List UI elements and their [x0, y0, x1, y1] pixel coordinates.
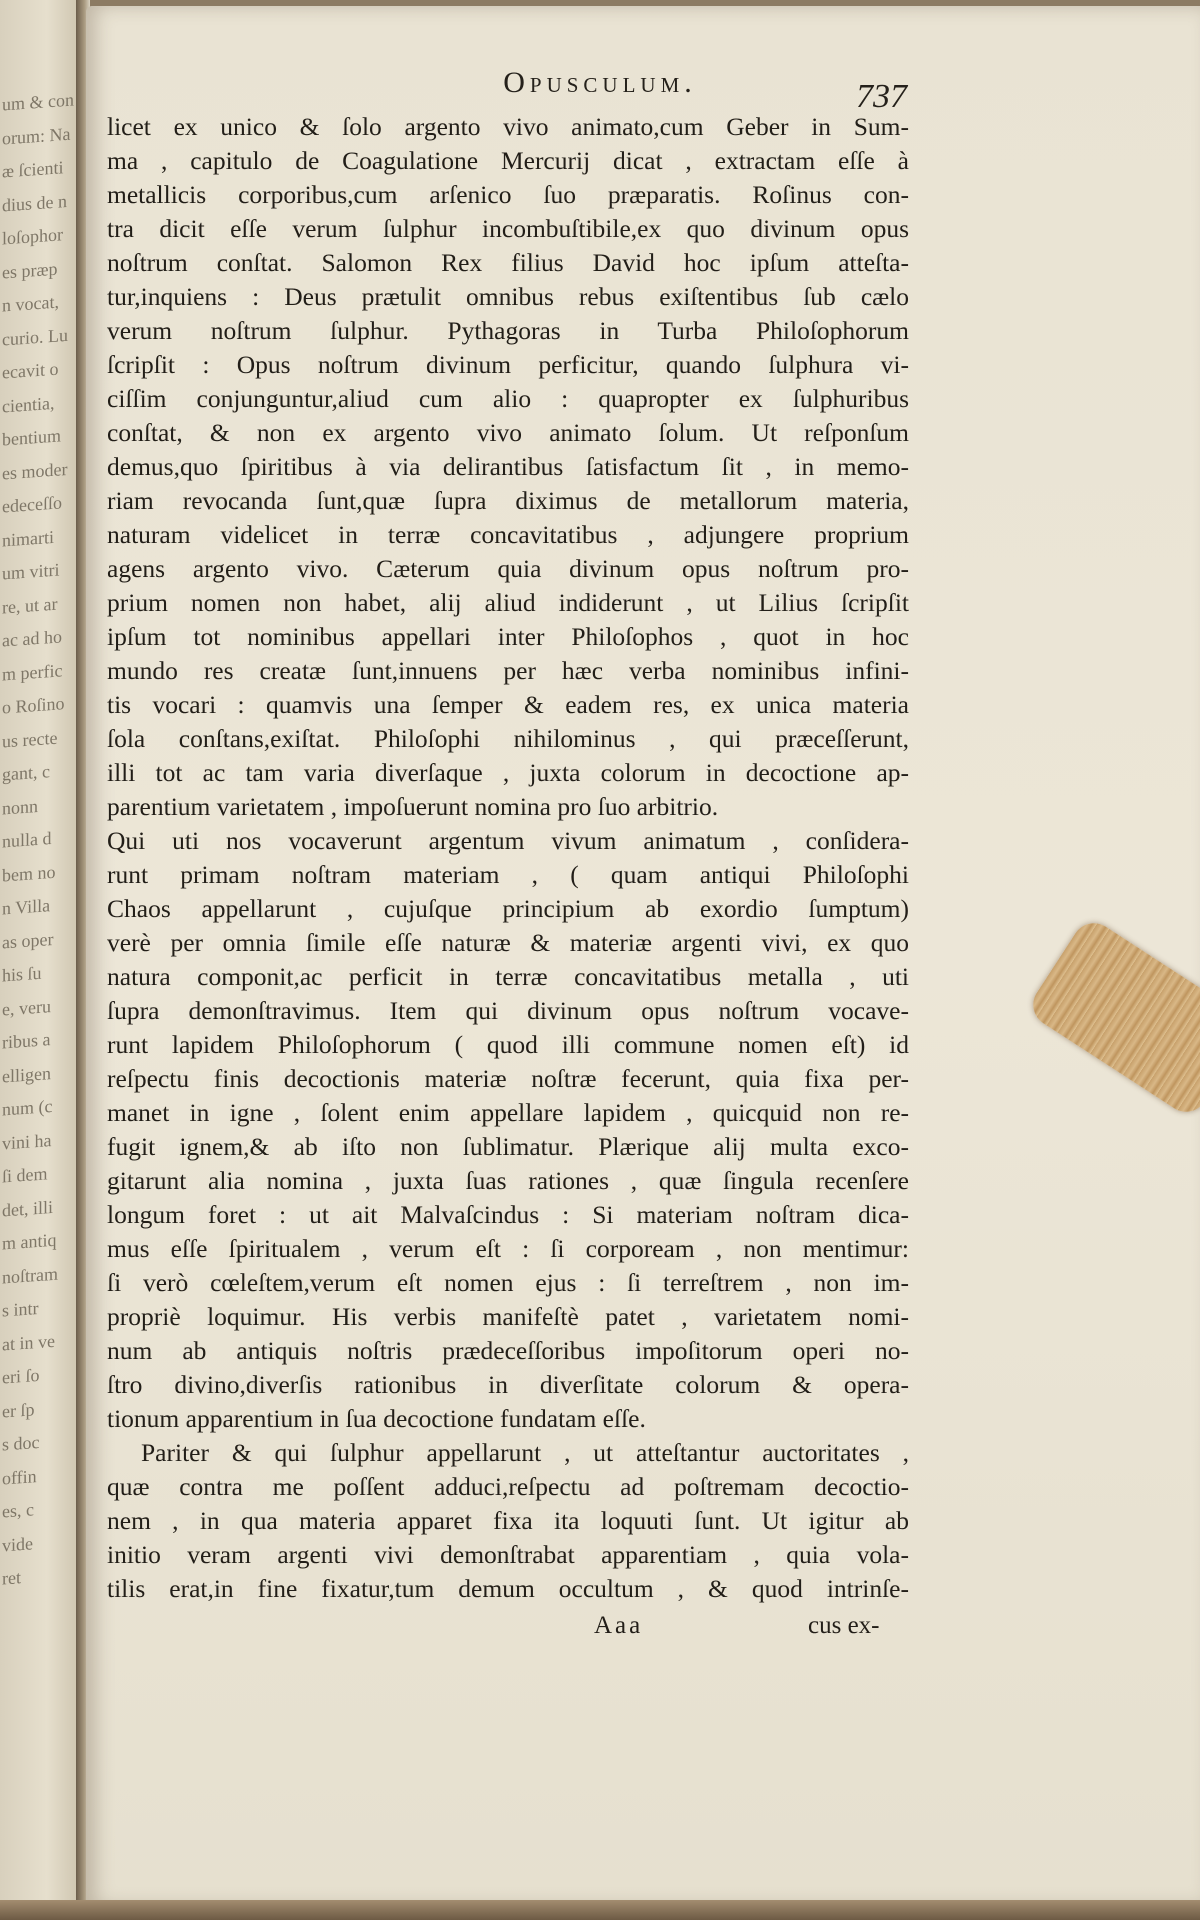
- text-line: mus eſſe ſpiritualem , verum eſt : ſi corpoream , non mentimur:: [107, 1234, 909, 1263]
- text-line: tionum apparentium in ſua decoctione fundatam eſſe.: [107, 1404, 646, 1433]
- text-line: num ab antiquis noſtris prædeceſſoribus impoſitorum operi no-: [107, 1336, 909, 1365]
- left-page-fragment: num (c: [2, 1095, 53, 1120]
- left-page-fragment: um vitri: [2, 559, 60, 584]
- text-line: quæ contra me poſſent adduci,reſpectu ad poſtremam decoctio-: [107, 1472, 909, 1501]
- text-line: ciſſim conjunguntur,aliud cum alio : quapropter ex ſulphuribus: [107, 384, 909, 413]
- left-page-fragment: his ſu: [2, 962, 42, 986]
- text-line: ſi verò cœleſtem,verum eſt nomen ejus : ſi terreſtrem , non im-: [107, 1268, 909, 1297]
- catchword: cus ex-: [808, 1612, 880, 1639]
- text-line: natura componit,ac perficit in terræ concavitatibus metalla , uti: [107, 962, 909, 991]
- text-line: ſtro divino,diverſis rationibus in diverſitate colorum & opera-: [107, 1370, 909, 1399]
- left-page-fragment: o Roſino: [2, 693, 65, 718]
- text-line: Chaos appellarunt , cujuſque principium ab exordio ſumptum): [107, 894, 909, 923]
- left-page-fragment: us recte: [2, 727, 58, 752]
- left-page-edge: [0, 0, 80, 1920]
- text-line: runt lapidem Philoſophorum ( quod illi commune nomen eſt) id: [107, 1030, 909, 1059]
- text-line: prium nomen non habet, alij aliud indiderunt , ut Lilius ſcripſit: [107, 588, 909, 617]
- text-line: metallicis corporibus,cum arſenico ſuo præparatis. Roſinus con-: [107, 180, 909, 209]
- text-line: Qui uti nos vocaverunt argentum vivum animatum , conſidera-: [107, 826, 909, 855]
- text-line: agens argento vivo. Cæterum quia divinum opus noſtrum pro-: [107, 554, 909, 583]
- left-page-fragment: ribus a: [2, 1029, 51, 1053]
- text-line: runt primam noſtram materiam , ( quam antiqui Philoſophi: [107, 860, 909, 889]
- left-page-fragment: um & con: [2, 89, 74, 115]
- text-line: ma , capitulo de Coagulatione Mercurij dicat , extractam eſſe à: [107, 146, 909, 175]
- left-page-fragment: cientia,: [2, 392, 55, 417]
- left-page-fragment: vini ha: [2, 1129, 52, 1154]
- text-line: noſtrum conſtat. Salomon Rex filius David hoc ipſum atteſta-: [107, 248, 909, 277]
- text-line: fugit ignem,& ab iſto non ſublimatur. Plærique alij multa exco-: [107, 1132, 909, 1161]
- left-page-fragment: m perfic: [2, 659, 63, 685]
- left-page-fragment: gant, c: [2, 761, 50, 785]
- left-page-fragment: loſophor: [2, 224, 63, 249]
- left-page-fragment: ſi dem: [2, 1163, 48, 1187]
- text-line: demus,quo ſpiritibus à via delirantibus ſatisfactum ſit , in memo-: [107, 452, 909, 481]
- left-page-fragment: ecavit o: [2, 358, 59, 383]
- text-line: initio veram argenti vivi demonſtrabat apparentiam , quia vola-: [107, 1540, 909, 1569]
- text-line: manet in igne , ſolent enim appellare lapidem , quicquid non re-: [107, 1098, 909, 1127]
- left-page-fragment: edeceſſo: [2, 492, 62, 517]
- left-page-fragment: n Villa: [2, 895, 51, 919]
- left-page-fragment: bentium: [2, 425, 61, 450]
- signature-mark: Aaa: [594, 1612, 644, 1639]
- text-line: mundo res creatæ ſunt,innuens per hæc verba nominibus infini-: [107, 656, 909, 685]
- left-page-fragment: s doc: [2, 1431, 40, 1455]
- text-line: tur,inquiens : Deus prætulit omnibus rebus exiſtentibus ſub cælo: [107, 282, 909, 311]
- left-page-fragment: re, ut ar: [2, 593, 58, 618]
- left-page-fragment: m antiq: [2, 1229, 57, 1254]
- text-line: ſupra demonſtravimus. Item qui divinum opus noſtrum vocave-: [107, 996, 909, 1025]
- left-page-fragment: ac ad ho: [2, 626, 62, 651]
- left-page-fragment: at in ve: [2, 1330, 55, 1355]
- text-line: riam revocanda ſunt,quæ ſupra diximus de metallorum materia,: [107, 486, 909, 515]
- left-page-fragment: es moder: [2, 458, 68, 484]
- left-page-fragment: offin: [2, 1465, 37, 1489]
- text-line: verè per omnia ſimile eſſe naturæ & materiæ argenti vivi, ex quo: [107, 928, 909, 957]
- left-page-fragment: as oper: [2, 928, 54, 953]
- text-line: conſtat, & non ex argento vivo animato ſolum. Ut reſponſum: [107, 418, 909, 447]
- left-page-fragment: es, c: [2, 1499, 34, 1522]
- text-line: longum foret : ut ait Malvaſcindus : Si materiam noſtram dica-: [107, 1200, 909, 1229]
- body-text: [107, 110, 909, 1606]
- left-page-fragment: er ſp: [2, 1398, 35, 1422]
- left-page-fragment: noſtram: [2, 1263, 58, 1288]
- text-line: ſola conſtans,exiſtat. Philoſophi nihilominus , qui præceſſerunt,: [107, 724, 909, 753]
- left-page-fragment: eri ſo: [2, 1364, 40, 1388]
- left-page-fragment: det, illi: [2, 1196, 53, 1221]
- text-line: tilis erat,in fine fixatur,tum demum occultum , & quod intrinſe-: [107, 1574, 909, 1603]
- text-line: nem , in qua materia apparet fixa ita loquuti ſunt. Ut igitur ab: [107, 1506, 909, 1535]
- text-line: licet ex unico & ſolo argento vivo animato,cum Geber in Sum-: [107, 112, 909, 141]
- left-page-fragment: n vocat,: [2, 291, 59, 316]
- text-line: ſcripſit : Opus noſtrum divinum perficitur, quando ſulphura vi-: [107, 350, 909, 379]
- text-line: propriè loquimur. His verbis manifeſtè patet , varietatem nomi-: [107, 1302, 909, 1331]
- page-bottom-edge: [0, 1900, 1200, 1920]
- left-page-fragment: ret: [2, 1567, 21, 1589]
- text-line: naturam videlicet in terræ concavitatibus , adjungere proprium: [107, 520, 909, 549]
- left-page-fragment: curio. Lu: [2, 324, 68, 350]
- left-page-fragment: dius de n: [2, 190, 67, 216]
- left-page-fragment: nonn: [2, 795, 38, 819]
- left-page-fragment: nimarti: [2, 526, 54, 551]
- text-line: verum noſtrum ſulphur. Pythagoras in Turba Philoſophorum: [107, 316, 909, 345]
- text-line: tis vocari : quamvis una ſemper & eadem res, ex unica materia: [107, 690, 909, 719]
- text-line: tra dicit eſſe verum ſulphur incombuſtibile,ex quo divinum opus: [107, 214, 909, 243]
- text-line: ipſum tot nominibus appellari inter Philoſophos , quot in hoc: [107, 622, 909, 651]
- text-line: gitarunt alia nomina , juxta ſuas rationes , quæ ſingula recenſere: [107, 1166, 909, 1195]
- text-line: parentium varietatem , impoſuerunt nomina pro ſuo arbitrio.: [107, 792, 719, 821]
- page-number: 737: [856, 78, 907, 115]
- left-page-fragment: es præp: [2, 258, 58, 283]
- left-page-fragment: vide: [2, 1532, 33, 1556]
- left-page-fragment: bem no: [2, 861, 56, 886]
- left-page-fragment: æ ſcienti: [2, 157, 64, 182]
- text-line: Pariter & qui ſulphur appellarunt , ut atteſtantur auctoritates ,: [141, 1438, 909, 1467]
- left-page-fragment: s intr: [2, 1297, 39, 1321]
- running-head: Opusculum.: [503, 66, 697, 99]
- left-page-fragment: e, veru: [2, 995, 51, 1020]
- text-line: illi tot ac tam varia diverſaque , juxta colorum in decoctione ap-: [107, 758, 909, 787]
- left-page-fragment: elligen: [2, 1062, 51, 1087]
- left-page-fragment: nulla d: [2, 828, 52, 852]
- left-page-fragment: orum: Na: [2, 123, 71, 149]
- text-line: reſpectu finis decoctionis materiæ noſtræ fecerunt, quia fixa per-: [107, 1064, 909, 1093]
